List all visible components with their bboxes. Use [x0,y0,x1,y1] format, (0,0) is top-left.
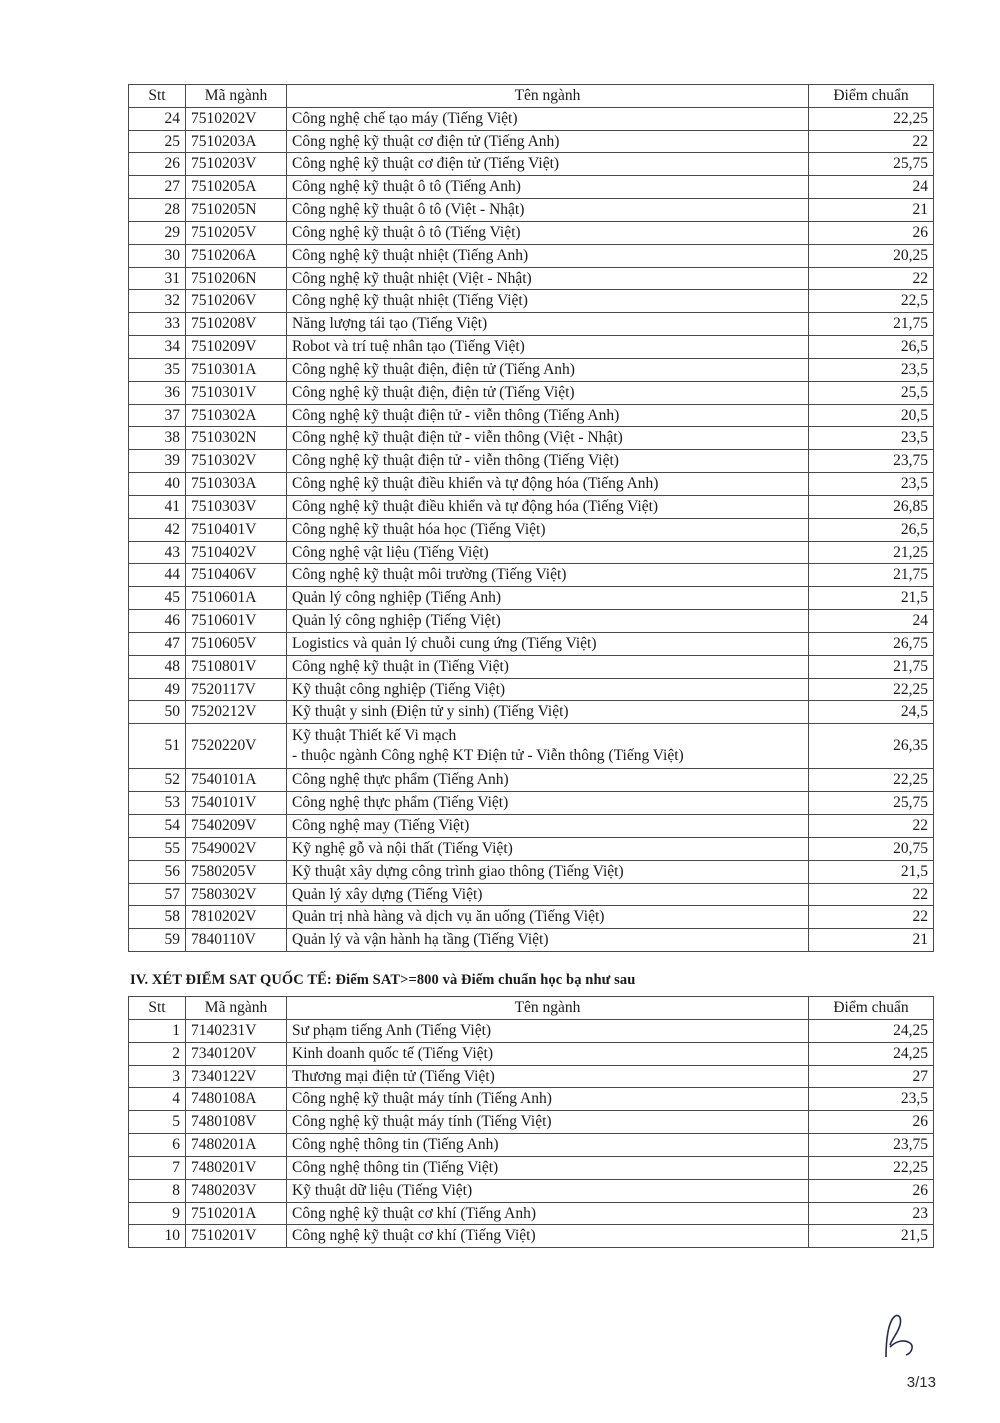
cell-diem-chuan: 21,75 [809,313,934,336]
cell-stt: 55 [129,837,186,860]
cell-diem-chuan: 22,5 [809,290,934,313]
table-row [129,473,934,496]
cell-ten-nganh: Kỹ nghệ gỗ và nội thất (Tiếng Việt) [287,837,809,860]
table-row [129,610,934,633]
cell-diem-chuan: 22 [809,130,934,153]
sat-table-body [129,1019,934,1247]
sat-scores-table [128,996,934,1248]
cell-ma-nganh: 7510205A [186,176,287,199]
cell-ten-nganh: Công nghệ kỹ thuật nhiệt (Tiếng Việt) [287,290,809,313]
table-row [129,883,934,906]
cell-ma-nganh: 7540101V [186,792,287,815]
cell-ten-nganh: Công nghệ kỹ thuật ô tô (Tiếng Việt) [287,221,809,244]
cell-ma-nganh: 7510203A [186,130,287,153]
cell-diem-chuan: 22,25 [809,1156,934,1179]
cell-stt: 8 [129,1179,186,1202]
cell-diem-chuan: 22 [809,815,934,838]
cell-ma-nganh: 7510303V [186,495,287,518]
table-row [129,929,934,952]
cell-diem-chuan: 21,75 [809,655,934,678]
table-row [129,769,934,792]
cell-stt: 43 [129,541,186,564]
cell-ma-nganh: 7549002V [186,837,287,860]
cell-stt: 41 [129,495,186,518]
header-ten-nganh: Tên ngành [287,85,809,108]
cell-diem-chuan: 21,75 [809,564,934,587]
table-header-row-group [129,85,934,108]
cell-stt: 35 [129,358,186,381]
header-diem-chuan: Điểm chuẩn [809,85,934,108]
cell-ten-nganh: Công nghệ kỹ thuật nhiệt (Tiếng Anh) [287,244,809,267]
cell-diem-chuan: 26 [809,1179,934,1202]
table-row [129,655,934,678]
cell-ten-nganh: Công nghệ kỹ thuật máy tính (Tiếng Anh) [287,1088,809,1111]
cell-diem-chuan: 26,75 [809,632,934,655]
cell-stt: 39 [129,450,186,473]
cell-ma-nganh: 7510801V [186,655,287,678]
cell-ten-nganh-line2: - thuộc ngành Công nghệ KT Điện tử - Viễn thông (Tiếng Việt) [292,747,684,765]
cell-ten-nganh: Công nghệ kỹ thuật điện tử - viễn thông (Tiếng Việt) [287,450,809,473]
cell-ma-nganh: 7520117V [186,678,287,701]
cell-diem-chuan: 22,25 [809,678,934,701]
cell-diem-chuan: 23,5 [809,427,934,450]
cell-stt: 36 [129,381,186,404]
cell-ma-nganh: 7510406V [186,564,287,587]
cell-ten-nganh: Sư phạm tiếng Anh (Tiếng Việt) [287,1019,809,1042]
cell-ma-nganh: 7510202V [186,107,287,130]
table-row [129,153,934,176]
cell-ten-nganh: Thương mại điện tử (Tiếng Việt) [287,1065,809,1088]
cell-diem-chuan: 23,75 [809,1134,934,1157]
cell-diem-chuan: 21,5 [809,860,934,883]
cell-ma-nganh: 7510301A [186,358,287,381]
table-row [129,724,934,769]
table-row [129,313,934,336]
cell-diem-chuan: 25,75 [809,792,934,815]
cell-stt: 50 [129,701,186,724]
cell-ten-nganh: Công nghệ may (Tiếng Việt) [287,815,809,838]
cell-stt: 29 [129,221,186,244]
sat-header-diem-chuan: Điểm chuẩn [809,997,934,1020]
table-row [129,199,934,222]
table-row [129,1225,934,1248]
page-number: 3/13 [906,1374,936,1391]
cell-ma-nganh: 7510302V [186,450,287,473]
cell-ten-nganh [287,724,809,769]
cell-ma-nganh: 7840110V [186,929,287,952]
cell-stt: 40 [129,473,186,496]
cell-stt: 5 [129,1111,186,1134]
cell-diem-chuan: 26,5 [809,518,934,541]
cell-stt: 6 [129,1134,186,1157]
table-row [129,450,934,473]
cell-stt: 45 [129,587,186,610]
cell-ma-nganh: 7510206V [186,290,287,313]
cell-ma-nganh: 7510601A [186,587,287,610]
table-row [129,336,934,359]
cell-diem-chuan: 22 [809,267,934,290]
table-row [129,587,934,610]
cell-ten-nganh: Quản lý công nghiệp (Tiếng Anh) [287,587,809,610]
cell-diem-chuan: 26,85 [809,495,934,518]
cell-diem-chuan: 26 [809,1111,934,1134]
table-row [129,701,934,724]
cell-stt: 53 [129,792,186,815]
table-row [129,176,934,199]
cell-stt: 3 [129,1065,186,1088]
table-row [129,860,934,883]
cell-ma-nganh: 7510206N [186,267,287,290]
cell-diem-chuan: 21,5 [809,587,934,610]
cell-ma-nganh: 7510402V [186,541,287,564]
cell-ma-nganh: 7480203V [186,1179,287,1202]
cell-stt: 51 [129,724,186,769]
cell-stt: 56 [129,860,186,883]
cell-ten-nganh: Công nghệ kỹ thuật môi trường (Tiếng Việt) [287,564,809,587]
cell-ten-nganh: Năng lượng tái tạo (Tiếng Việt) [287,313,809,336]
sat-table-header-row [129,997,934,1020]
sat-table-header-row-group [129,997,934,1020]
table-row [129,1156,934,1179]
cell-ten-nganh: Công nghệ kỹ thuật cơ điện tử (Tiếng Việt) [287,153,809,176]
cell-stt: 33 [129,313,186,336]
cell-diem-chuan: 23,5 [809,1088,934,1111]
table-row [129,130,934,153]
cell-ten-nganh: Công nghệ kỹ thuật in (Tiếng Việt) [287,655,809,678]
cell-ma-nganh: 7520212V [186,701,287,724]
table-row [129,290,934,313]
cell-stt: 10 [129,1225,186,1248]
cell-stt: 58 [129,906,186,929]
cell-stt: 9 [129,1202,186,1225]
table-row [129,1179,934,1202]
cell-diem-chuan: 26 [809,221,934,244]
table-row [129,1088,934,1111]
table-row [129,815,934,838]
cell-ma-nganh: 7340120V [186,1042,287,1065]
cell-ma-nganh: 7510206A [186,244,287,267]
cell-diem-chuan: 23,75 [809,450,934,473]
cell-ten-nganh: Công nghệ kỹ thuật ô tô (Tiếng Anh) [287,176,809,199]
cell-ma-nganh: 7510209V [186,336,287,359]
table-row [129,1065,934,1088]
table-row [129,221,934,244]
cell-ten-nganh: Công nghệ vật liệu (Tiếng Việt) [287,541,809,564]
cell-diem-chuan: 22,25 [809,107,934,130]
cell-diem-chuan: 25,5 [809,381,934,404]
cell-ten-nganh: Công nghệ kỹ thuật máy tính (Tiếng Việt) [287,1111,809,1134]
cell-stt: 7 [129,1156,186,1179]
cell-ten-nganh: Công nghệ kỹ thuật điện tử - viễn thông (Tiếng Anh) [287,404,809,427]
cell-diem-chuan: 25,75 [809,153,934,176]
cell-ten-nganh: Công nghệ kỹ thuật cơ điện tử (Tiếng Anh) [287,130,809,153]
table-row [129,495,934,518]
cell-diem-chuan: 23 [809,1202,934,1225]
cell-diem-chuan: 20,5 [809,404,934,427]
cell-diem-chuan: 24,5 [809,701,934,724]
cell-stt: 37 [129,404,186,427]
cell-diem-chuan: 26,35 [809,724,934,769]
cell-diem-chuan: 22,25 [809,769,934,792]
cell-ten-nganh: Công nghệ thực phẩm (Tiếng Anh) [287,769,809,792]
cell-ten-nganh: Công nghệ thực phẩm (Tiếng Việt) [287,792,809,815]
table-row [129,906,934,929]
cell-stt: 27 [129,176,186,199]
cell-ten-nganh: Công nghệ kỹ thuật điều khiển và tự động hóa (Tiếng Anh) [287,473,809,496]
table-row [129,1111,934,1134]
table-row [129,564,934,587]
cell-stt: 44 [129,564,186,587]
cell-stt: 25 [129,130,186,153]
cell-diem-chuan: 22 [809,906,934,929]
cell-stt: 24 [129,107,186,130]
cell-ten-nganh: Công nghệ kỹ thuật điện tử - viễn thông (Việt - Nhật) [287,427,809,450]
cell-diem-chuan: 23,5 [809,358,934,381]
cell-stt: 1 [129,1019,186,1042]
cell-ma-nganh: 7510203V [186,153,287,176]
cell-ma-nganh: 7510205V [186,221,287,244]
cell-diem-chuan: 23,5 [809,473,934,496]
table-row [129,837,934,860]
cell-ten-nganh: Quản lý công nghiệp (Tiếng Việt) [287,610,809,633]
cell-stt: 47 [129,632,186,655]
cell-ma-nganh: 7510601V [186,610,287,633]
table-row [129,404,934,427]
cell-diem-chuan: 21 [809,199,934,222]
header-stt: Stt [129,85,186,108]
cell-ten-nganh: Công nghệ kỹ thuật cơ khí (Tiếng Việt) [287,1225,809,1248]
cell-stt: 49 [129,678,186,701]
cell-ten-nganh: Kỹ thuật dữ liệu (Tiếng Việt) [287,1179,809,1202]
cell-stt: 54 [129,815,186,838]
table-row [129,381,934,404]
cell-stt: 59 [129,929,186,952]
sat-header-ma-nganh: Mã ngành [186,997,287,1020]
table-header-row [129,85,934,108]
cell-stt: 48 [129,655,186,678]
cell-ma-nganh: 7540209V [186,815,287,838]
cell-ma-nganh: 7140231V [186,1019,287,1042]
cell-ten-nganh: Logistics và quản lý chuỗi cung ứng (Tiếng Việt) [287,632,809,655]
cell-stt: 57 [129,883,186,906]
cell-ten-nganh: Công nghệ kỹ thuật nhiệt (Việt - Nhật) [287,267,809,290]
cell-diem-chuan: 20,25 [809,244,934,267]
cell-ma-nganh: 7480201V [186,1156,287,1179]
cell-ten-nganh: Quản trị nhà hàng và dịch vụ ăn uống (Tiếng Việt) [287,906,809,929]
cell-ma-nganh: 7510302N [186,427,287,450]
cell-stt: 38 [129,427,186,450]
cell-diem-chuan: 24 [809,610,934,633]
cell-ma-nganh: 7510401V [186,518,287,541]
cell-stt: 31 [129,267,186,290]
table-row [129,792,934,815]
table-row [129,244,934,267]
table-row [129,107,934,130]
cell-ma-nganh: 7510303A [186,473,287,496]
cell-ten-nganh: Kỹ thuật y sinh (Điện tử y sinh) (Tiếng Việt) [287,701,809,724]
table-row [129,267,934,290]
table-row [129,427,934,450]
sat-header-stt: Stt [129,997,186,1020]
cell-ten-nganh: Công nghệ thông tin (Tiếng Việt) [287,1156,809,1179]
cell-diem-chuan: 21,25 [809,541,934,564]
cell-ten-nganh: Robot và trí tuệ nhân tạo (Tiếng Việt) [287,336,809,359]
table-row [129,518,934,541]
table-row [129,358,934,381]
cell-ma-nganh: 7510205N [186,199,287,222]
section-heading-iv: IV. XÉT ĐIỂM SAT QUỐC TẾ: Điểm SAT>=800 và Điểm chuẩn học bạ như sau [130,972,636,989]
cell-ten-nganh: Công nghệ kỹ thuật hóa học (Tiếng Việt) [287,518,809,541]
cell-stt: 28 [129,199,186,222]
cell-diem-chuan: 21,5 [809,1225,934,1248]
cell-ten-nganh: Kinh doanh quốc tế (Tiếng Việt) [287,1042,809,1065]
cell-ten-nganh: Công nghệ thông tin (Tiếng Anh) [287,1134,809,1157]
cell-diem-chuan: 21 [809,929,934,952]
cell-stt: 26 [129,153,186,176]
cell-diem-chuan: 27 [809,1065,934,1088]
cell-ma-nganh: 7480108V [186,1111,287,1134]
cell-ten-nganh: Công nghệ kỹ thuật điều khiển và tự động hóa (Tiếng Việt) [287,495,809,518]
cell-ma-nganh: 7510301V [186,381,287,404]
table-body [129,107,934,951]
table-row [129,632,934,655]
header-ma-nganh: Mã ngành [186,85,287,108]
cell-diem-chuan: 22 [809,883,934,906]
document-body [128,84,934,1248]
cell-ma-nganh: 7510201A [186,1202,287,1225]
cell-ma-nganh: 7510208V [186,313,287,336]
cell-ten-nganh: Quản lý xây dựng (Tiếng Việt) [287,883,809,906]
cell-ten-nganh-line1: Kỹ thuật Thiết kế Vi mạch [292,727,457,745]
cell-ma-nganh: 7510201V [186,1225,287,1248]
cell-stt: 42 [129,518,186,541]
cell-diem-chuan: 20,75 [809,837,934,860]
table-row [129,541,934,564]
cell-ma-nganh: 7510302A [186,404,287,427]
cell-ma-nganh: 7580205V [186,860,287,883]
cell-ten-nganh: Công nghệ kỹ thuật điện, điện tử (Tiếng Anh) [287,358,809,381]
cell-ten-nganh: Kỹ thuật xây dựng công trình giao thông (Tiếng Việt) [287,860,809,883]
table-row [129,1134,934,1157]
cell-ma-nganh: 7580302V [186,883,287,906]
cell-stt: 2 [129,1042,186,1065]
cell-stt: 32 [129,290,186,313]
cell-diem-chuan: 24,25 [809,1042,934,1065]
cell-ma-nganh: 7510605V [186,632,287,655]
cell-stt: 52 [129,769,186,792]
cell-stt: 34 [129,336,186,359]
table-row [129,678,934,701]
cell-ma-nganh: 7520220V [186,724,287,769]
cell-ma-nganh: 7480108A [186,1088,287,1111]
cell-ten-nganh: Công nghệ chế tạo máy (Tiếng Việt) [287,107,809,130]
cell-ma-nganh: 7340122V [186,1065,287,1088]
cell-ma-nganh: 7540101A [186,769,287,792]
cell-ten-nganh: Công nghệ kỹ thuật cơ khí (Tiếng Anh) [287,1202,809,1225]
cell-stt: 30 [129,244,186,267]
cell-diem-chuan: 24,25 [809,1019,934,1042]
cell-diem-chuan: 26,5 [809,336,934,359]
cell-ten-nganh: Quản lý và vận hành hạ tầng (Tiếng Việt) [287,929,809,952]
admission-scores-table-continued [128,84,934,952]
table-row [129,1202,934,1225]
cell-stt: 4 [129,1088,186,1111]
cell-ma-nganh: 7810202V [186,906,287,929]
cell-ma-nganh: 7480201A [186,1134,287,1157]
cell-ten-nganh: Công nghệ kỹ thuật ô tô (Việt - Nhật) [287,199,809,222]
table-row [129,1042,934,1065]
cell-diem-chuan: 24 [809,176,934,199]
cell-ten-nganh: Công nghệ kỹ thuật điện, điện tử (Tiếng Việt) [287,381,809,404]
signature-mark [876,1311,918,1361]
table-row [129,1019,934,1042]
cell-stt: 46 [129,610,186,633]
sat-header-ten-nganh: Tên ngành [287,997,809,1020]
cell-ten-nganh: Kỹ thuật công nghiệp (Tiếng Việt) [287,678,809,701]
